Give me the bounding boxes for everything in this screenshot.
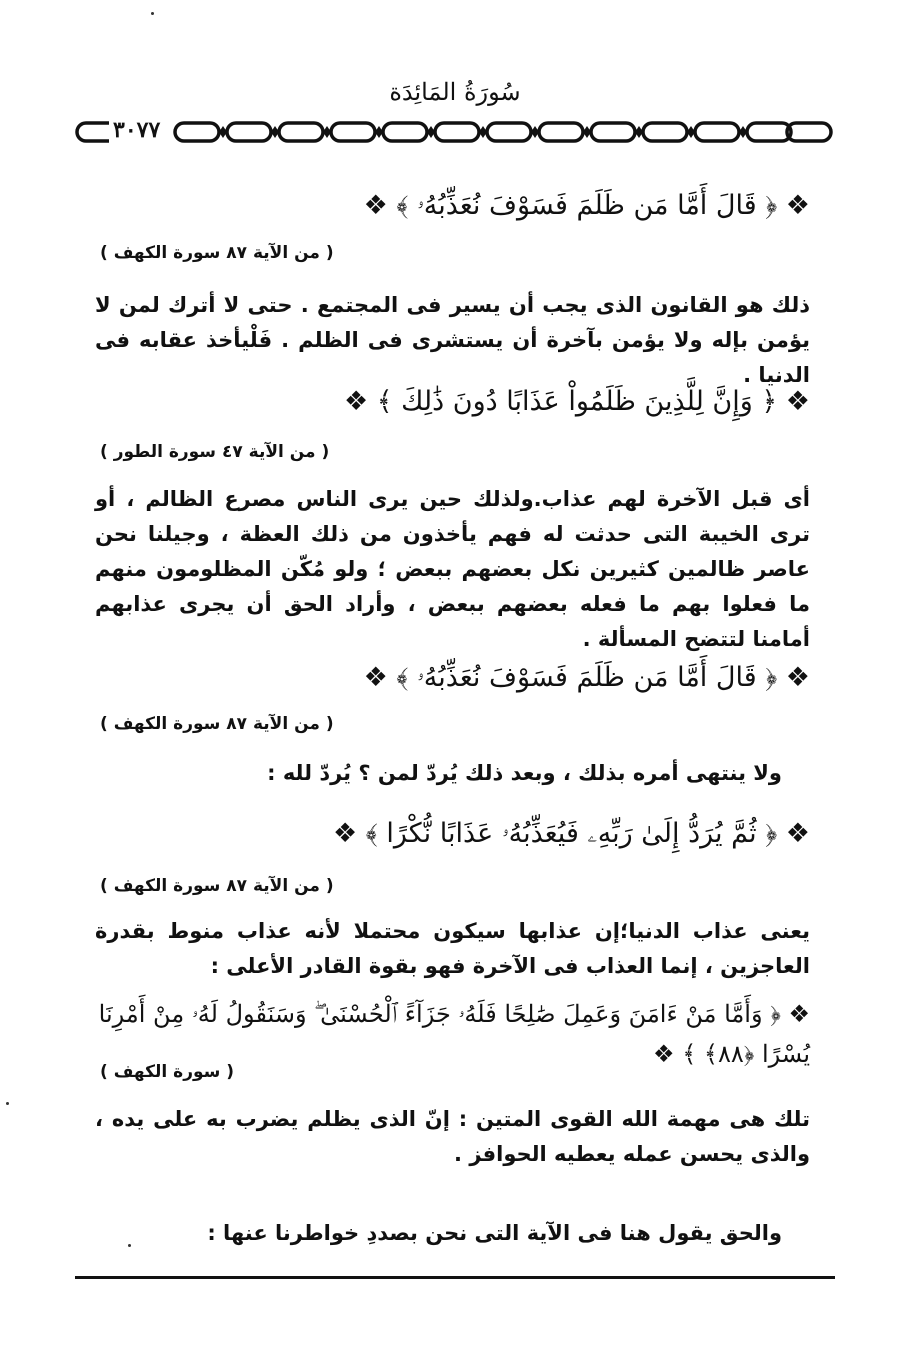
verse-open-bracket: ﴿ <box>765 662 778 693</box>
bottom-rule <box>75 1276 835 1279</box>
verse-text: قَالَ أَمَّا مَن ظَلَمَ فَسَوْفَ نُعَذِّبُهُۥ <box>416 190 757 221</box>
paragraph: والحق يقول هنا فى الآية التى نحن بصددِ خواطرنا عنها : <box>207 1221 782 1245</box>
paragraph: تلك هى مهمة الله القوى المتين : إنّ الذى يظلم يضرب به على يده ، والذى يحسن عمله يعطيه الحوافز . <box>95 1107 810 1166</box>
verse-close-mark: ❖ <box>343 386 369 417</box>
verse-close-bracket: ﴾ <box>365 818 378 849</box>
verse-reference: ( من الآية ٨٧ سورة الكهف ) <box>100 243 334 263</box>
verse-open-mark: ❖ <box>788 1000 810 1028</box>
verse-reference: ( من الآية ٤٧ سورة الطور ) <box>100 442 330 462</box>
quran-verse <box>95 382 810 422</box>
chain-ornament-icon <box>75 118 835 146</box>
verse-close-bracket: ﴾ <box>396 662 409 693</box>
verse-reference: ( من الآية ٨٧ سورة الكهف ) <box>100 714 334 734</box>
quran-verse <box>95 814 810 854</box>
verse-text: ثُمَّ يُرَدُّ إِلَىٰ رَبِّهِۦ فَيُعَذِّبُهُۥ عَذَابًا نُّكْرًا <box>386 818 757 849</box>
verse-close-bracket: ﴾ <box>376 386 393 417</box>
page-number: ٣٠٧٧ <box>109 117 164 143</box>
scan-speck <box>128 1244 131 1247</box>
scan-speck <box>6 1102 9 1105</box>
verse-open-bracket: ﴿ <box>770 1000 781 1028</box>
paragraph: أى قبل الآخرة لهم عذاب.ولذلك حين يرى الناس مصرع الظالم ، أو ترى الخيبة التى حدثت له فهم يأخذون من ذلك العظة ، وجيلنا نحن عاصر ظالمين كثيرين نكل بعضهم ببعض ؛ ولو مُكّن المظلومون منهم ما فعلوا بهم ما فعله بعضهم ببعض ، وأراد الحق أن يجرى عذابهم أمامنا لتتضح المسألة . <box>95 487 810 651</box>
verse-text: وَأَمَّا مَنْ ءَامَنَ وَعَمِلَ صَٰلِحًا فَلَهُۥ جَزَآءً ٱلْحُسْنَىٰ ۖ وَسَنَقُولُ لَهُۥ مِنْ أَمْرِنَا يُسْرًا ﴿٨٨﴾ <box>98 1000 810 1068</box>
verse-open-mark: ❖ <box>785 386 810 417</box>
verse-open-mark: ❖ <box>785 818 810 849</box>
verse-close-mark: ❖ <box>653 1040 675 1068</box>
verse-close-mark: ❖ <box>363 662 388 693</box>
verse-close-mark: ❖ <box>332 818 358 849</box>
surah-title: سُورَةُ المَائِدَة <box>389 78 521 106</box>
paragraph: ذلك هو القانون الذى يجب أن يسير فى المجتمع . حتى لا أترك لمن لا يؤمن بإله ولا يؤمن بآخرة أن يستشرى فى الظلم . فَلْيأخذ عقابه فى الدنيا . <box>95 293 810 387</box>
paragraph: يعنى عذاب الدنيا؛إن عذابها سيكون محتملا لأنه عذاب منوط بقدرة العاجزين ، إنما العذاب فى الآخرة فهو بقوة القادر الأعلى : <box>95 919 810 978</box>
verse-open-mark: ❖ <box>785 662 810 693</box>
ornamental-border <box>75 118 835 146</box>
quran-verse <box>95 658 810 698</box>
verse-open-bracket: ﴿ <box>761 386 778 417</box>
verse-close-bracket: ﴾ <box>682 1040 697 1068</box>
verse-text: قَالَ أَمَّا مَن ظَلَمَ فَسَوْفَ نُعَذِّبُهُۥ <box>416 662 757 693</box>
verse-close-mark: ❖ <box>363 190 388 221</box>
paragraph: ولا ينتهى أمره بذلك ، وبعد ذلك يُردّ لمن ؟ يُردّ لله : <box>267 761 782 785</box>
quran-verse <box>95 186 810 226</box>
verse-open-bracket: ﴿ <box>765 818 778 849</box>
verse-open-mark: ❖ <box>785 190 810 221</box>
scan-speck <box>151 12 154 15</box>
verse-reference: ( سورة الكهف ) <box>100 1062 235 1082</box>
verse-text: وَإِنَّ لِلَّذِينَ ظَلَمُواْ عَذَابًا دُونَ ذَٰلِكَ <box>401 386 753 417</box>
verse-reference: ( من الآية ٨٧ سورة الكهف ) <box>100 876 334 896</box>
verse-open-bracket: ﴿ <box>765 190 778 221</box>
verse-close-bracket: ﴾ <box>396 190 409 221</box>
